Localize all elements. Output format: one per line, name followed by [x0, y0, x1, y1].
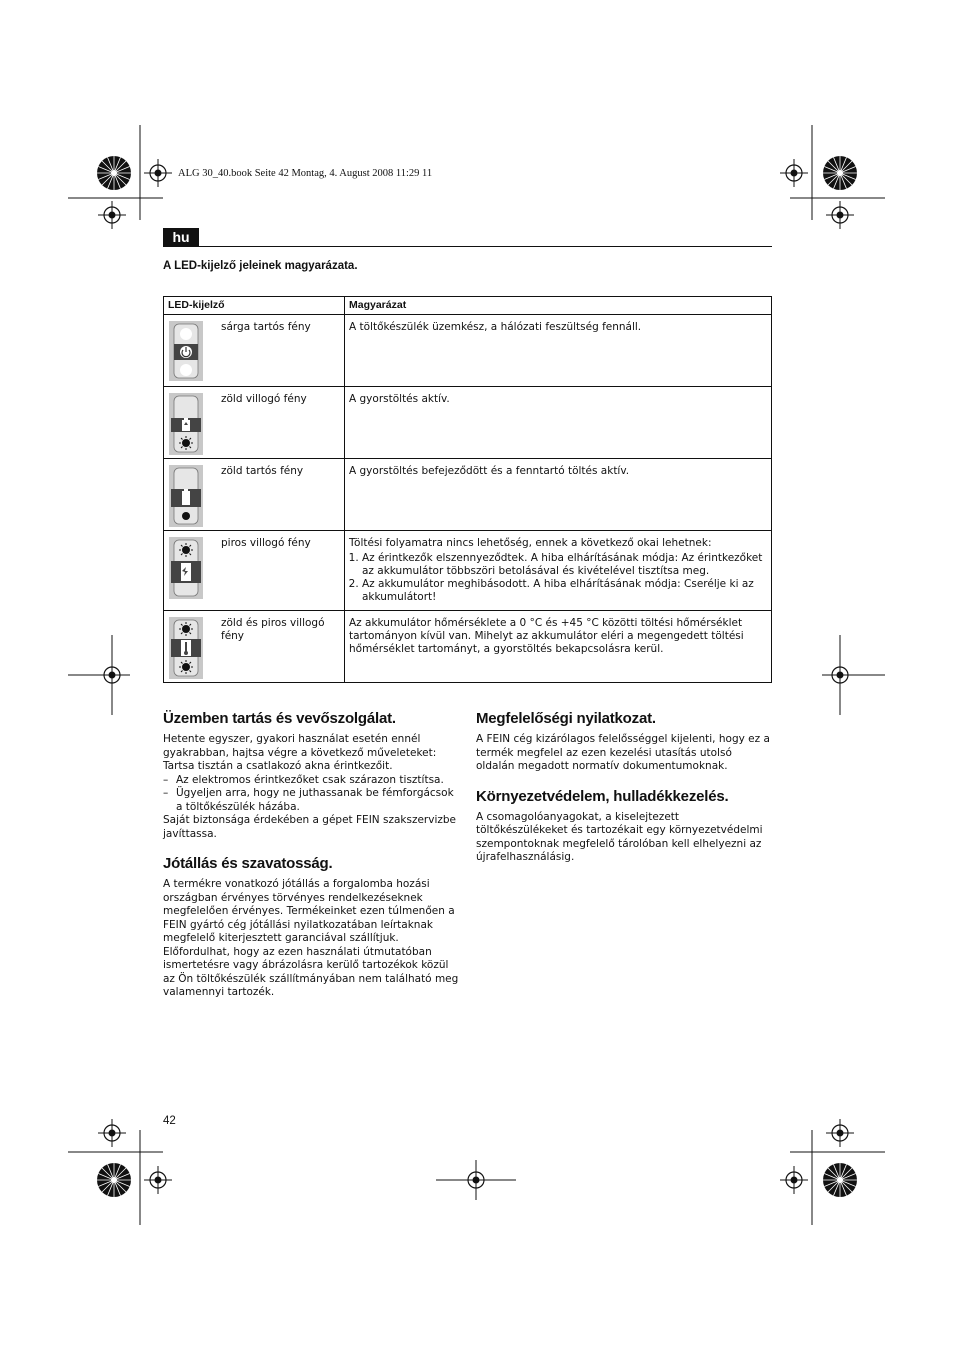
language-badge: hu: [163, 228, 199, 247]
led-explanation: [345, 611, 772, 683]
led-state-label: piros villogó fény: [221, 537, 311, 549]
right-column: [476, 710, 773, 865]
left-column: [163, 710, 460, 1000]
maintenance-intro: Hetente egyszer, gyakori használat esetén ennél gyakrabban, hajtsa végre a következő műveleteket:: [163, 733, 437, 759]
print-header-info: ALG 30_40.book Seite 42 Montag, 4. August 2008 11:29 11: [178, 168, 433, 179]
warranty-paragraph: Előfordulhat, hogy az ezen használati útmutatóban ismertetésre vagy ábrázolásra kerülő tartozékok közül az Ön töltőkészülék szállítmányában nem található meg valamennyi tartozék.: [163, 945, 459, 998]
led-cell: [164, 531, 345, 611]
green-red-flashing-temperature-led-icon: [169, 617, 203, 679]
list-item: 2. Az akkumulátor meghibásodott. A hiba elhárításának módja: Cserélje ki az akkumulátort!: [362, 578, 767, 604]
led-cell: [164, 459, 345, 531]
led-state-label: sárga tartós fény: [221, 321, 311, 333]
fault-cause-list: [349, 552, 767, 604]
led-table: [163, 296, 772, 683]
environment-paragraph: A csomagolóanyagokat, a kiselejtezett töltőkészülékeket és tartozékait egy környezetvédelmi szempontoknak megfelelő tárolóban kell elhelyezni az újrafelhasználásig.: [476, 810, 763, 863]
led-state-label: zöld és piros villogó fény: [221, 617, 325, 642]
led-explanation: [345, 531, 772, 611]
led-explanation: [345, 459, 772, 531]
explanation-text: A gyorstöltés aktív.: [349, 393, 450, 405]
green-steady-full-battery-led-icon: [169, 465, 203, 527]
led-explanation: [345, 315, 772, 387]
page-number: 42: [163, 1115, 176, 1127]
table-row: [164, 387, 772, 459]
yellow-standby-led-icon: [169, 321, 203, 381]
table-row: [164, 459, 772, 531]
explanation-text: Az akkumulátor hőmérséklete a 0 °C és +45 °C közötti töltési hőmérséklet tartományon kívül van. Mihelyt az akkumulátor eléri a megengedett töltési hőmérséklet tartományt, a gyorstöltés bekapcsolásra kerül.: [349, 617, 744, 655]
maintenance-line: Tartsa tisztán a csatlakozó akna érintkezőit.: [163, 760, 393, 772]
led-state-label: zöld villogó fény: [221, 393, 307, 405]
warranty-paragraph: A termékre vonatkozó jótállás a forgalomba hozási országban érvényes törvényes rendelkezéseknek megfelelően érvényes. Termékeinket ezen túlmenően a FEIN gyártó cég jótállási nyilatkozatában leírtaknak megfelelő kiterjesztett garanciával szállítjuk.: [163, 878, 455, 944]
table-row: [164, 315, 772, 387]
led-explanation: [345, 387, 772, 459]
list-item: 1. Az érintkezők elszennyeződtek. A hiba elhárításának módja: Az érintkezőket az akkumulátor többszöri betolásával és kivételével tisztítsa meg.: [362, 552, 767, 578]
conformity-heading: Megfelelőségi nyilatkozat.: [476, 710, 656, 727]
conformity-paragraph: A FEIN cég kizárólagos felelősséggel kijelenti, hogy ez a termék megfelel az ezen kezelési utasítás utolsó oldalán megadott normatív dokumentumoknak.: [476, 733, 770, 772]
list-item: – Ügyeljen arra, hogy ne juthassanak be fémforgácsok a töltőkészülék házába.: [163, 787, 460, 814]
table-row: [164, 611, 772, 683]
environment-heading: Környezetvédelem, hulladékkezelés.: [476, 787, 729, 805]
led-cell: [164, 387, 345, 459]
warranty-heading: Jótállás és szavatosság.: [163, 855, 333, 872]
header-rule: [163, 246, 772, 247]
explanation-text: A töltőkészülék üzemkész, a hálózati feszültség fennáll.: [349, 321, 642, 333]
explanation-text: Töltési folyamatra nincs lehetőség, ennek a következő okai lehetnek:: [349, 537, 712, 549]
list-item: – Az elektromos érintkezőket csak szárazon tisztítsa.: [163, 774, 460, 788]
header-led: LED-kijelző: [164, 297, 345, 315]
maintenance-bullets: [163, 774, 460, 815]
explanation-text: A gyorstöltés befejeződött és a fenntartó töltés aktív.: [349, 465, 630, 477]
maintenance-closing: Saját biztonsága érdekében a gépet FEIN szakszervizbe javíttassa.: [163, 814, 457, 840]
table-header-row: [164, 297, 772, 315]
led-state-label: zöld tartós fény: [221, 465, 304, 477]
red-flashing-fault-led-icon: [169, 537, 203, 599]
header-explanation: Magyarázat: [345, 297, 772, 315]
led-cell: [164, 315, 345, 387]
led-cell: [164, 611, 345, 683]
section-title: A LED-kijelző jeleinek magyarázata.: [163, 260, 358, 272]
table-row: [164, 531, 772, 611]
maintenance-heading: Üzemben tartás és vevőszolgálat.: [163, 710, 396, 727]
green-flashing-charge-led-icon: [169, 393, 203, 455]
